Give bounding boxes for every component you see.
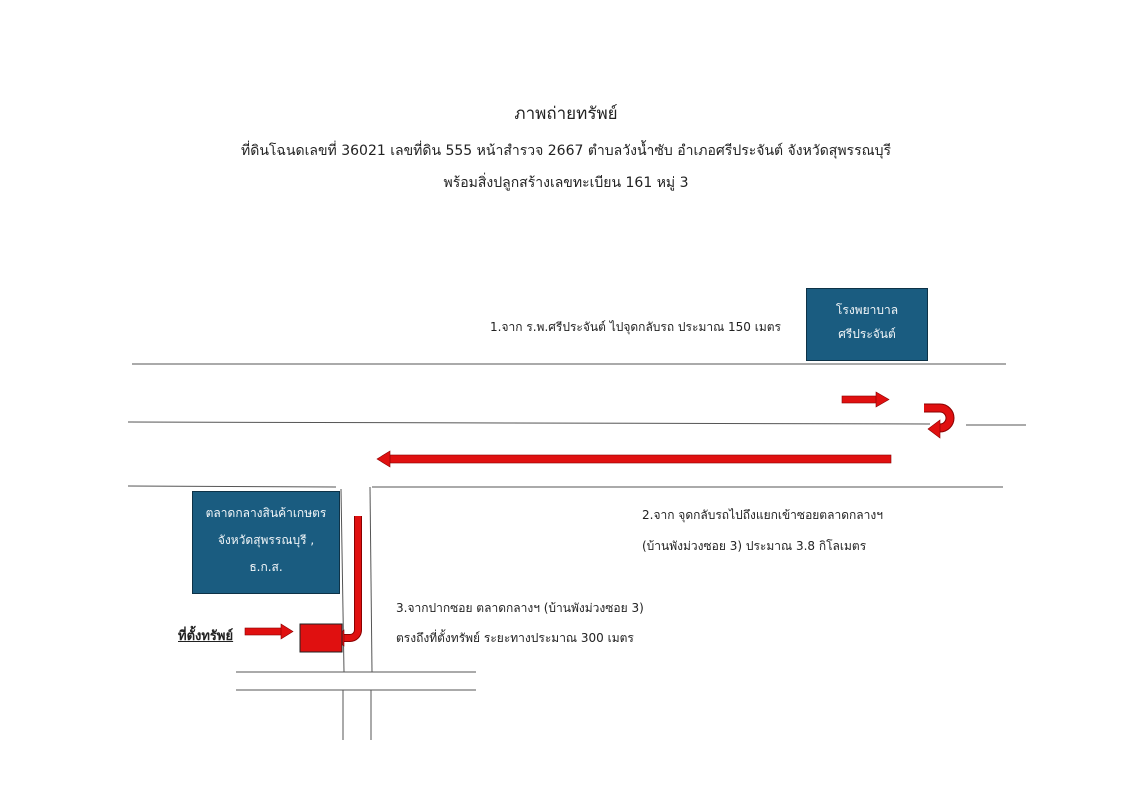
direction-step3-line1: 3.จากปากซอย ตลาดกลางฯ (บ้านพังม่วงซอย 3) — [396, 601, 644, 615]
direction-step2-line2: (บ้านพังม่วงซอย 3) ประมาณ 3.8 กิโลเมตร — [642, 539, 867, 553]
direction-step1: 1.จาก ร.พ.ศรีประจันต์ ไปจุดกลับรถ ประมาณ 150 เมตร — [490, 320, 782, 334]
property-location-label: ที่ตั้งทรัพย์ — [178, 629, 234, 644]
market-label-line3: ธ.ก.ส. — [249, 560, 283, 574]
page-title: ภาพถ่ายทรัพย์ — [514, 104, 618, 124]
market-label-line1: ตลาดกลางสินค้าเกษตร — [205, 506, 327, 520]
arrow-left-long — [377, 451, 891, 467]
page-subtitle-line2: พร้อมสิ่งปลูกสร้างเลขทะเบียน 161 หมู่ 3 — [443, 175, 689, 191]
road-line-bottom-left — [128, 486, 336, 487]
page-subtitle-line1: ที่ดินโฉนดเลขที่ 36021 เลขที่ดิน 555 หน้าสำรวจ 2667 ตำบลวังน้ำซับ อำเภอศรีประจันต์ จังหวัดสุพรรณบุรี — [241, 143, 891, 159]
direction-step3-line2: ตรงถึงที่ตั้งทรัพย์ ระยะทางประมาณ 300 เมตร — [396, 631, 634, 645]
hospital-label-line1: โรงพยาบาล — [835, 303, 899, 317]
hospital-box — [806, 288, 928, 361]
road-line-middle — [128, 422, 930, 424]
u-turn-arrow — [924, 408, 950, 438]
direction-step2-line1: 2.จาก จุดกลับรถไปถึงแยกเข้าซอยตลาดกลางฯ — [642, 508, 883, 522]
arrow-to-property — [245, 624, 293, 639]
soi-line-right — [370, 487, 372, 672]
hospital-label-line2: ศรีประจันต์ — [838, 327, 896, 341]
market-box — [192, 491, 340, 594]
property-parcel — [300, 624, 342, 652]
market-label-line2: จังหวัดสุพรรณบุรี , — [217, 533, 315, 547]
arrow-right-short — [842, 392, 889, 407]
